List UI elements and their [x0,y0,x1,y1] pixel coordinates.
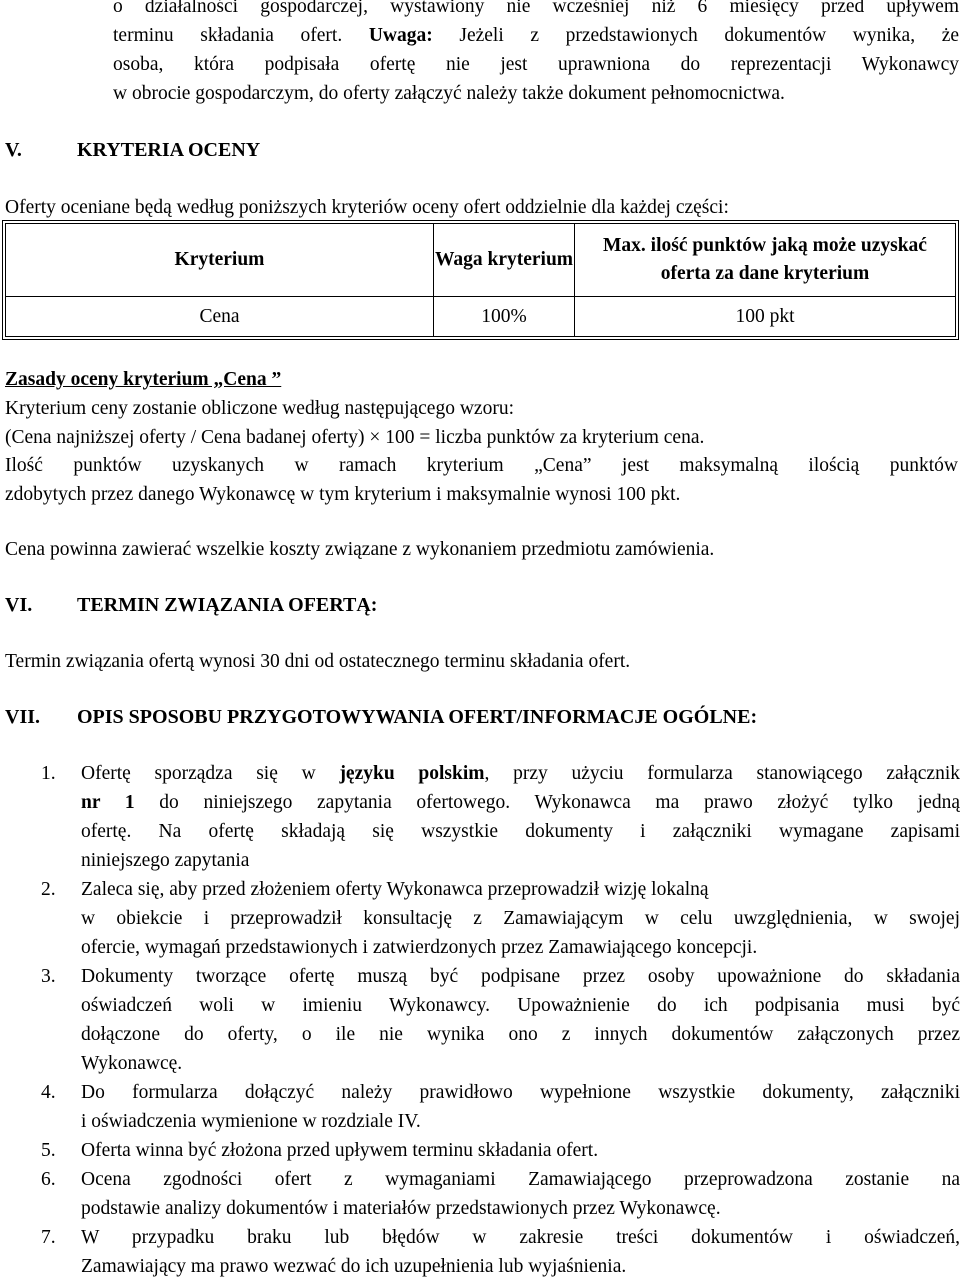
rules-title: Zasady oceny kryterium „Cena ” [5,369,282,390]
list-item-number: 3. [41,966,56,987]
section-5-title: KRYTERIA OCENY [77,139,261,161]
rules-line-3: Ilość punktów uzyskanych w ramach kryterium „Cena” jest maksymalną ilością punktów [5,455,958,476]
intro-line-4: w obrocie gospodarczym, do oferty załączyć należy także dokument pełnomocnictwa. [113,83,785,104]
list-item-5: 5. Oferta winna być złożona przed upływem terminu składania ofert. [5,1136,960,1165]
intro-line-3: osoba, która podpisała ofertę nie jest uprawniona do reprezentacji Wykonawcy [113,54,959,75]
list-item-number: 4. [41,1082,56,1103]
section-7-title: OPIS SPOSOBU PRZYGOTOWYWANIA OFERT/INFORMACJE OGÓLNE: [77,706,758,728]
criteria-cell-name: Cena [6,297,434,337]
criteria-cell-points: 100 pkt [575,297,956,337]
price-note: Cena powinna zawierać wszelkie koszty związane z wykonaniem przedmiotu zamówienia. [5,539,715,560]
list-item-4: 4. Do formularza dołączyć należy prawidłowo wypełnione wszystkie dokumenty, załączniki i oświadczenia wymienione w rozdziale IV. [5,1078,960,1136]
intro-line-2: terminu składania ofert. Uwaga: Jeżeli z przedstawionych dokumentów wynika, że [113,25,960,46]
section-6-heading [5,591,377,620]
criteria-table [5,223,956,337]
list-item-1: 1. Ofertę sporządza się w języku polskim, przy użyciu formularza stanowiącego załącznik nr 1 do niniejszego zapytania ofertowego. Wykonawca ma prawo złożyć tylko jedną ofertę. Na ofertę składają się wszystkie dokumenty i załączniki wymagane zapisami niniejszego zapytania [5,759,960,875]
attachment-number: nr 1 [81,792,135,813]
list-item-3: 3. Dokumenty tworzące ofertę muszą być podpisane przez osoby upoważnione do składania oświadczeń woli w imieniu Wykonawcy. Upoważnienie do ich podpisania musi być dołączone do oferty, o ile nie wynika ono z innych dokumentów załączonych przez Wykonawcę. [5,962,960,1078]
criteria-table-row [6,297,956,337]
section-6-title: TERMIN ZWIĄZANIA OFERTĄ: [77,594,378,616]
intro-line-1: o działalności gospodarczej, wystawiony nie wcześniej niż 6 miesięcy przed upływem [113,0,959,17]
list-item-number: 2. [41,879,56,900]
criteria-header-max-points: Max. ilość punktów jaką może uzyskać oferta za dane kryterium [575,224,956,297]
intro-paragraph [113,0,959,108]
section-6-number: VI. [5,594,33,616]
list-item-number: 5. [41,1140,56,1161]
criteria-header-kryterium: Kryterium [6,224,434,297]
section-5-heading [5,136,260,165]
list-item-2: 2. Zaleca się, aby przed złożeniem oferty Wykonawca przeprowadził wizję lokalną w obiekcie i przeprowadził konsultację z Zamawiającym w celu uwzględnienia, w swojej ofercie, wymagań przedstawionych i zatwierdzonych przez Zamawiającego koncepcji. [5,875,960,962]
list-item-number: 7. [41,1227,56,1248]
rules-line-1: Kryterium ceny zostanie obliczone według następującego wzoru: [5,398,514,419]
section-5-lead: Oferty oceniane będą według poniższych kryteriów oceny ofert oddzielnie dla każdej części: [5,197,729,218]
section-7-heading [5,703,757,732]
criteria-table-header-row [6,224,956,297]
language-emphasis: języku polskim [339,763,485,784]
criteria-cell-weight: 100% [434,297,575,337]
rules-line-4: zdobytych przez danego Wykonawcę w tym kryterium i maksymalnie wynosi 100 pkt. [5,484,681,505]
section-7-number: VII. [5,706,41,728]
list-item-number: 1. [41,763,56,784]
section-6-text: Termin związania ofertą wynosi 30 dni od ostatecznego terminu składania ofert. [5,651,631,672]
rules-formula: (Cena najniższej oferty / Cena badanej oferty) × 100 = liczba punktów za kryterium cena. [5,427,705,448]
general-info-list [5,759,960,1281]
list-item-number: 6. [41,1169,56,1190]
section-5-number: V. [5,139,22,161]
criteria-header-waga: Waga kryterium [434,224,575,297]
warning-label: Uwaga: [368,25,433,46]
list-item-7: 7. W przypadku braku lub błędów w zakresie treści dokumentów i oświadczeń, Zamawiający ma prawo wezwać do ich uzupełnienia lub wyjaśnienia. [5,1223,960,1281]
list-item-6: 6. Ocena zgodności ofert z wymaganiami Zamawiającego przeprowadzona zostanie na podstawie analizy dokumentów i materiałów przedstawionych przez Wykonawcę. [5,1165,960,1223]
